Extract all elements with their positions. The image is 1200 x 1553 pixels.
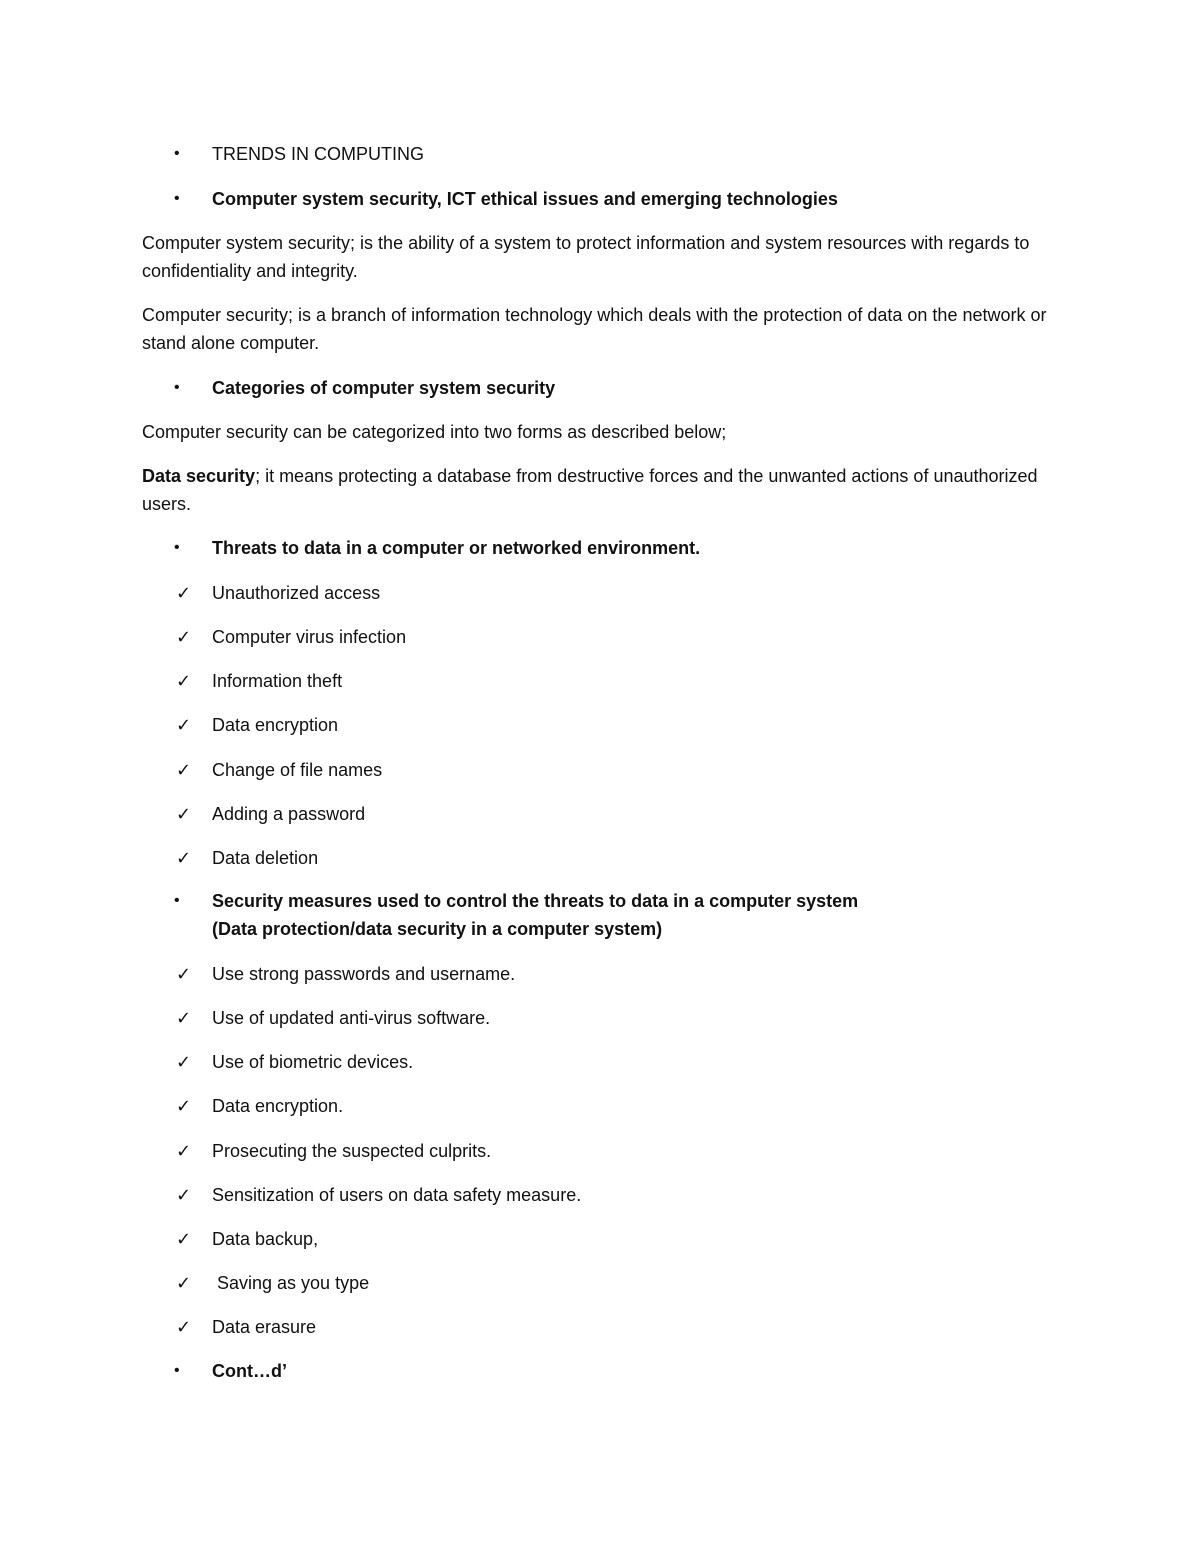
paragraph [142, 462, 1062, 518]
checkmark-icon: ✓ [176, 627, 192, 647]
list-item-text: Adding a password [212, 804, 366, 824]
list-item-text: Data erasure [212, 1317, 317, 1337]
list-item-text: Data backup, [212, 1229, 319, 1249]
checkmark-icon: ✓ [176, 1008, 192, 1028]
bullet-dot-icon: • [174, 379, 180, 396]
list-item-text: Data deletion [212, 848, 319, 868]
checkmark-icon: ✓ [176, 1141, 192, 1161]
section-heading: TRENDS IN COMPUTING [212, 144, 425, 164]
term-definition: ; it means protecting a database from destructive forces and the unwanted actions of unauthorized users. [142, 466, 1038, 514]
list-item-text: Data encryption [212, 715, 339, 735]
checkmark-icon: ✓ [176, 1185, 192, 1205]
checkmark-icon: ✓ [176, 760, 192, 780]
checkmark-icon: ✓ [176, 848, 192, 868]
list-item-text: Change of file names [212, 760, 383, 780]
section-heading-line2: (Data protection/data security in a computer system) [212, 919, 663, 939]
list-item-text: Use strong passwords and username. [212, 964, 516, 984]
list-item-text: Computer virus infection [212, 627, 407, 647]
paragraph: Computer system security; is the ability of a system to protect information and system resources with regards to confidentiality and integrity. [142, 233, 1030, 281]
checkmark-icon: ✓ [176, 671, 192, 691]
section-heading: Categories of computer system security [212, 378, 556, 398]
list-item-text: Unauthorized access [212, 583, 381, 603]
checkmark-icon: ✓ [176, 964, 192, 984]
checkmark-icon: ✓ [176, 1096, 192, 1116]
list-item-text: Saving as you type [212, 1273, 370, 1293]
checkmark-icon: ✓ [176, 715, 192, 735]
paragraph: Computer security; is a branch of information technology which deals with the protection of data on the network or stand alone computer. [142, 305, 1047, 353]
section-heading: Cont…d’ [212, 1361, 287, 1381]
list-item-text: Information theft [212, 671, 343, 691]
bullet-dot-icon: • [174, 539, 180, 556]
bullet-dot-icon: • [174, 190, 180, 207]
paragraph: Computer security can be categorized into two forms as described below; [142, 422, 727, 442]
checkmark-icon: ✓ [176, 1273, 192, 1293]
checkmark-icon: ✓ [176, 583, 192, 603]
bullet-dot-icon: • [174, 145, 180, 162]
checkmark-icon: ✓ [176, 1229, 192, 1249]
list-item-text: Use of biometric devices. [212, 1052, 414, 1072]
checkmark-icon: ✓ [176, 1317, 192, 1337]
section-heading: Threats to data in a computer or networked environment. [212, 538, 701, 558]
section-heading: Security measures used to control the threats to data in a computer system [212, 891, 859, 911]
bullet-dot-icon: • [174, 892, 180, 909]
bullet-dot-icon: • [174, 1362, 180, 1379]
checkmark-icon: ✓ [176, 804, 192, 824]
term-label: Data security [142, 466, 256, 486]
list-item-text: Data encryption. [212, 1096, 344, 1116]
list-item-text: Sensitization of users on data safety measure. [212, 1185, 582, 1205]
list-item-text: Prosecuting the suspected culprits. [212, 1141, 492, 1161]
checkmark-icon: ✓ [176, 1052, 192, 1072]
list-item-text: Use of updated anti-virus software. [212, 1008, 491, 1028]
section-heading: Computer system security, ICT ethical issues and emerging technologies [212, 189, 838, 209]
